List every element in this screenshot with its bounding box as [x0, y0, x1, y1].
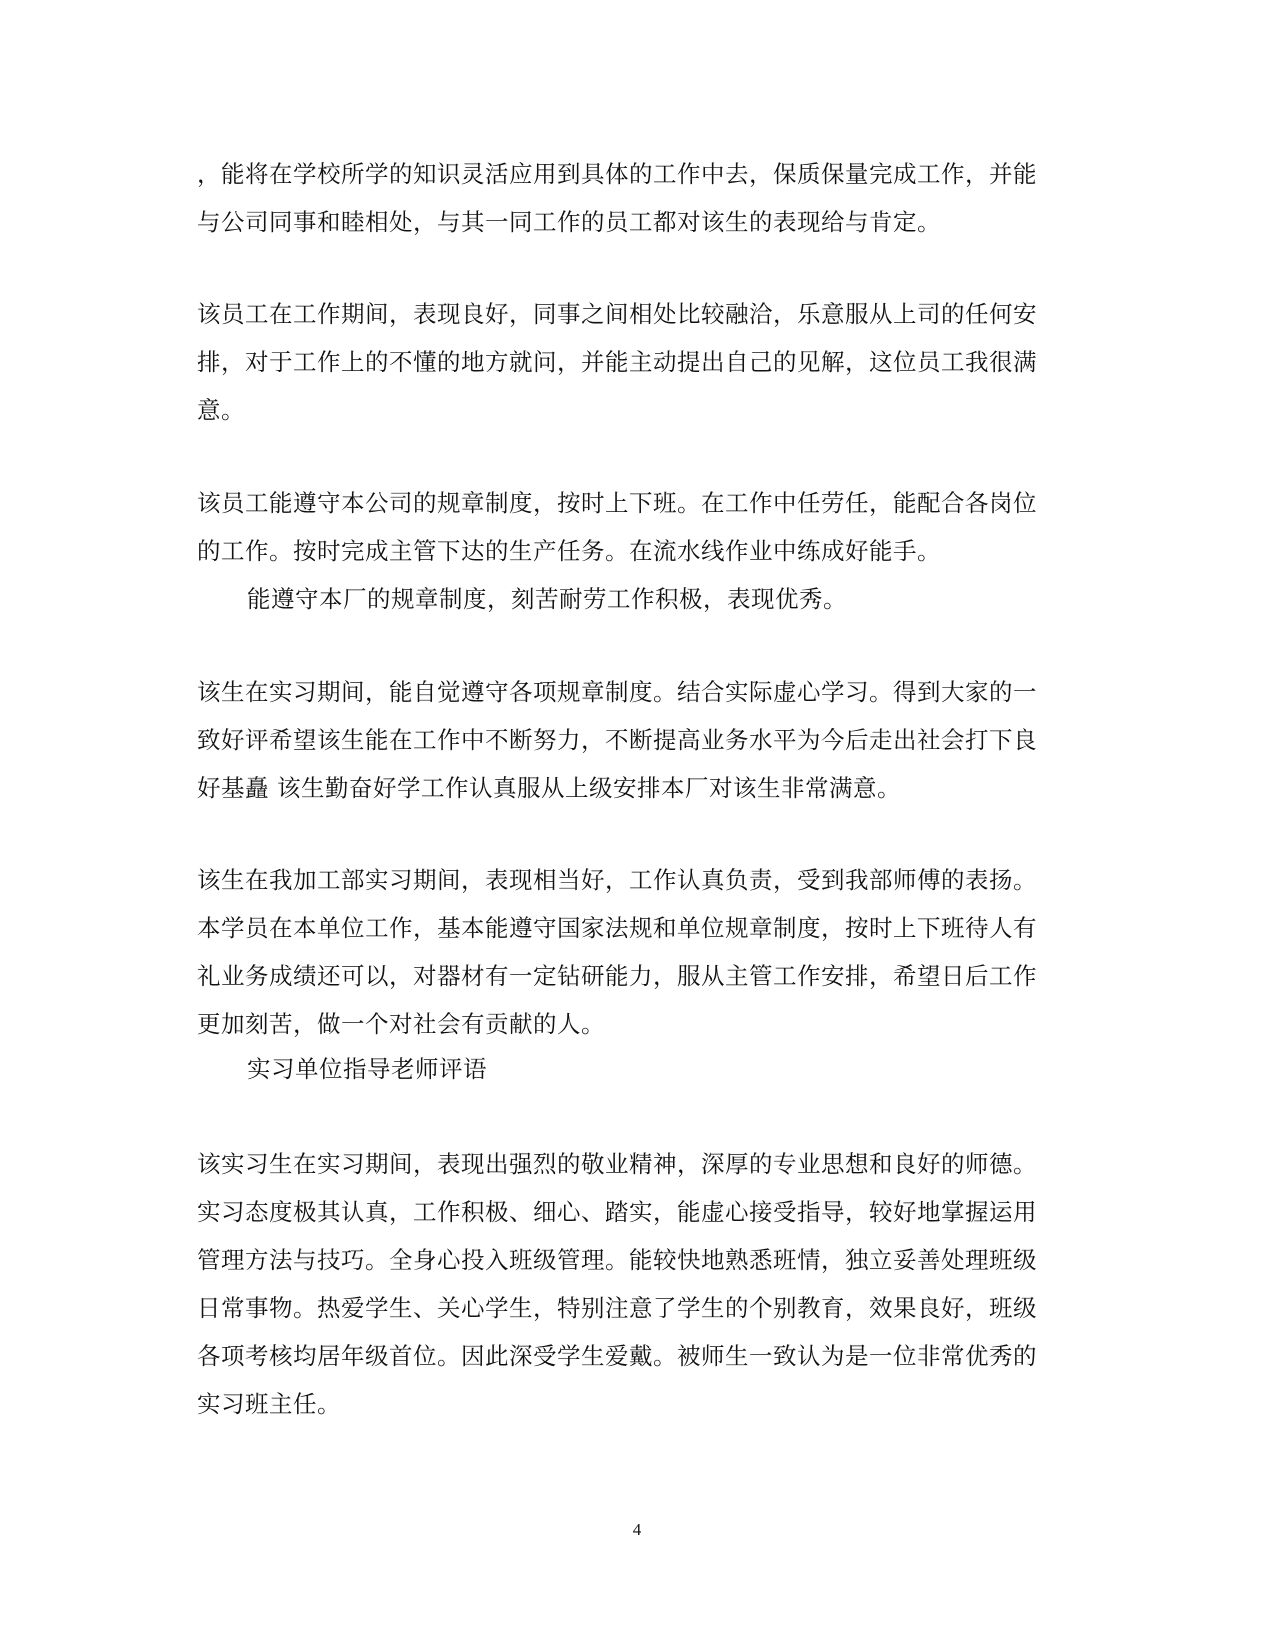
paragraph-2: [197, 290, 1077, 434]
text-line: 好基矗 该生勤奋好学工作认真服从上级安排本厂对该生非常满意。: [197, 774, 901, 802]
text-line: 该生在我加工部实习期间，表现相当好，工作认真负责，受到我部师傅的表扬。: [197, 866, 1037, 894]
paragraph-1: [197, 150, 1077, 246]
text-line: 实习班主任。: [197, 1390, 341, 1418]
text-line: 管理方法与技巧。全身心投入班级管理。能较快地熟悉班情，独立妥善处理班级: [197, 1246, 1037, 1274]
paragraph-5: [197, 668, 1077, 812]
text-line: 致好评希望该生能在工作中不断努力，不断提高业务水平为今后走出社会打下良: [197, 726, 1037, 754]
text-line: 礼业务成绩还可以，对器材有一定钻研能力，服从主管工作安排，希望日后工作: [197, 962, 1037, 990]
text-line: 实习单位指导老师评语: [247, 1055, 487, 1083]
text-line: 排，对于工作上的不懂的地方就问，并能主动提出自己的见解，这位员工我很满: [197, 348, 1037, 376]
paragraph-7: [197, 1140, 1077, 1428]
text-line: 该员工能遵守本公司的规章制度，按时上下班。在工作中任劳任，能配合各岗位: [197, 489, 1037, 517]
text-line: 该生在实习期间，能自觉遵守各项规章制度。结合实际虚心学习。得到大家的一: [197, 678, 1037, 706]
paragraph-3: [197, 479, 1077, 575]
text-line: 更加刻苦，做一个对社会有贡献的人。: [197, 1010, 605, 1038]
text-line: 的工作。按时完成主管下达的生产任务。在流水线作业中练成好能手。: [197, 537, 941, 565]
text-line: 该实习生在实习期间，表现出强烈的敬业精神，深厚的专业思想和良好的师德。: [197, 1150, 1037, 1178]
text-line: ，能将在学校所学的知识灵活应用到具体的工作中去，保质保量完成工作，并能: [197, 160, 1037, 188]
text-line: 该员工在工作期间，表现良好，同事之间相处比较融洽，乐意服从上司的任何安: [197, 300, 1037, 328]
text-line: 意。: [197, 396, 245, 424]
paragraph-6: [197, 856, 1077, 1048]
page-number: 4: [632, 1520, 642, 1539]
text-line: 各项考核均居年级首位。因此深受学生爱戴。被师生一致认为是一位非常优秀的: [197, 1342, 1037, 1370]
text-line: 与公司同事和睦相处，与其一同工作的员工都对该生的表现给与肯定。: [197, 208, 941, 236]
text-line: 本学员在本单位工作，基本能遵守国家法规和单位规章制度，按时上下班待人有: [197, 914, 1037, 942]
text-line: 实习态度极其认真，工作积极、细心、踏实，能虚心接受指导，较好地掌握运用: [197, 1198, 1037, 1226]
text-line: 日常事物。热爱学生、关心学生，特别注意了学生的个别教育，效果良好，班级: [197, 1294, 1037, 1322]
text-line: 能遵守本厂的规章制度，刻苦耐劳工作积极，表现优秀。: [247, 585, 847, 613]
section-heading: [247, 1045, 1127, 1093]
paragraph-4: [247, 575, 1127, 623]
